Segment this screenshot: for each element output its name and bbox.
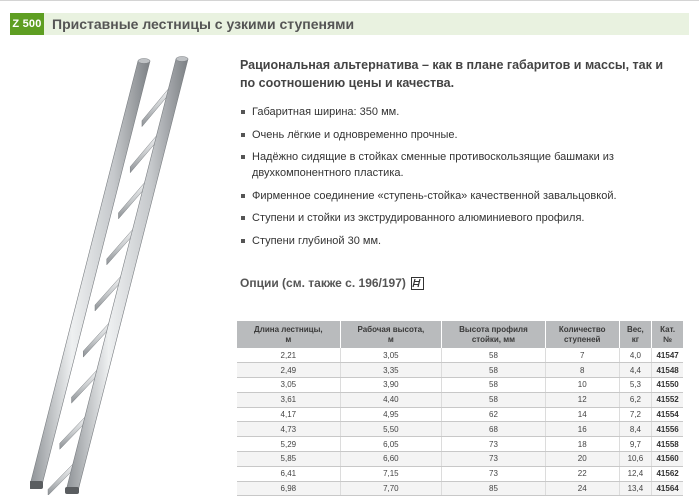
table-cell: 7,15: [340, 466, 441, 481]
table-cell: 58: [442, 348, 546, 363]
table-cell: 41556: [652, 422, 683, 437]
table-row: [237, 466, 683, 481]
table-cell: 2,49: [237, 363, 340, 378]
column-header: [442, 321, 546, 348]
column-header-line: Количество: [558, 324, 606, 334]
table-row: [237, 378, 683, 393]
table-header-row: [237, 321, 683, 348]
table-cell: 58: [442, 392, 546, 407]
options-heading: [240, 276, 424, 290]
feature-item: Ступени глубиной 30 мм.: [240, 233, 680, 249]
table-cell: 4,17: [237, 407, 340, 422]
table-cell: 2,21: [237, 348, 340, 363]
table-row: [237, 392, 683, 407]
product-code-badge: Z 500: [10, 13, 44, 35]
column-header: [340, 321, 441, 348]
column-header-line: м: [387, 334, 394, 344]
table-row: [237, 481, 683, 496]
table-cell: 12: [545, 392, 619, 407]
column-header: [545, 321, 619, 348]
table-cell: 58: [442, 363, 546, 378]
feature-list: [240, 104, 680, 255]
table-cell: 7: [545, 348, 619, 363]
table-cell: 4,4: [619, 363, 652, 378]
table-cell: 20: [545, 452, 619, 467]
ladder-left-foot: [30, 481, 43, 489]
table-cell: 14: [545, 407, 619, 422]
table-row: [237, 422, 683, 437]
table-cell: 41558: [652, 437, 683, 452]
table-cell: 73: [442, 437, 546, 452]
table-cell: 6,2: [619, 392, 652, 407]
table-cell: 8,4: [619, 422, 652, 437]
column-header-line: м: [285, 334, 292, 344]
table-cell: 16: [545, 422, 619, 437]
table-cell: 10: [545, 378, 619, 393]
options-label: Опции (см. также с. 196/197): [240, 276, 406, 290]
ladder-illustration: [30, 55, 200, 495]
table-cell: 41547: [652, 348, 683, 363]
table-cell: 7,70: [340, 481, 441, 496]
ladder-left-cap: [138, 59, 150, 64]
feature-item: Очень лёгкие и одновременно прочные.: [240, 127, 680, 143]
table-cell: 22: [545, 466, 619, 481]
table-row: [237, 437, 683, 452]
table-cell: 6,98: [237, 481, 340, 496]
table-cell: 41564: [652, 481, 683, 496]
table-cell: 41562: [652, 466, 683, 481]
column-header: [237, 321, 340, 348]
spec-table: [237, 321, 683, 496]
page-title: Приставные лестницы с узкими ступенями: [44, 13, 689, 35]
table-cell: 73: [442, 452, 546, 467]
table-cell: 3,05: [340, 348, 441, 363]
table-cell: 41550: [652, 378, 683, 393]
feature-item: Габаритная ширина: 350 мм.: [240, 104, 680, 120]
table-cell: 68: [442, 422, 546, 437]
table-row: [237, 407, 683, 422]
table-cell: 5,29: [237, 437, 340, 452]
table-cell: 41548: [652, 363, 683, 378]
feature-item: Надёжно сидящие в стойках сменные противоскользящие башмаки из двухкомпонентного пластика.: [240, 149, 680, 181]
table-cell: 5,85: [237, 452, 340, 467]
table-cell: 13,4: [619, 481, 652, 496]
table-cell: 8: [545, 363, 619, 378]
table-cell: 85: [442, 481, 546, 496]
column-header-line: №: [663, 334, 673, 344]
table-cell: 6,41: [237, 466, 340, 481]
table-cell: 3,05: [237, 378, 340, 393]
table-cell: 24: [545, 481, 619, 496]
column-header-line: Длина лестницы,: [254, 324, 323, 334]
table-cell: 4,73: [237, 422, 340, 437]
table-cell: 4,95: [340, 407, 441, 422]
intro-text: Рациональная альтернатива – как в плане габаритов и массы, так и по соотношению цены и качества.: [240, 58, 664, 90]
table-cell: 3,61: [237, 392, 340, 407]
ladder-right-cap: [176, 57, 188, 62]
column-header: [652, 321, 683, 348]
column-header-line: кг: [631, 334, 640, 344]
ladder-accessory-icon: [411, 277, 424, 290]
column-header-line: Рабочая высота,: [357, 324, 425, 334]
table-cell: 6,05: [340, 437, 441, 452]
feature-item: Ступени и стойки из экструдированного алюминиевого профиля.: [240, 210, 680, 226]
column-header-line: Высота профиля: [459, 324, 528, 334]
table-cell: 9,7: [619, 437, 652, 452]
table-cell: 12,4: [619, 466, 652, 481]
table-cell: 58: [442, 378, 546, 393]
header-bar: [0, 0, 699, 30]
column-header-line: Кат.: [660, 324, 676, 334]
table-row: [237, 348, 683, 363]
column-header-line: стойки, мм: [471, 334, 516, 344]
table-cell: 4,0: [619, 348, 652, 363]
table-cell: 62: [442, 407, 546, 422]
table-cell: 6,60: [340, 452, 441, 467]
column-header: [619, 321, 652, 348]
table-cell: 4,40: [340, 392, 441, 407]
table-cell: 41560: [652, 452, 683, 467]
table-cell: 73: [442, 466, 546, 481]
table-cell: 7,2: [619, 407, 652, 422]
column-header-line: Вес,: [626, 324, 644, 334]
table-cell: 10,6: [619, 452, 652, 467]
ladder-right-foot: [65, 487, 79, 494]
table-cell: 3,35: [340, 363, 441, 378]
table-cell: 3,90: [340, 378, 441, 393]
table-cell: 5,3: [619, 378, 652, 393]
table-cell: 41554: [652, 407, 683, 422]
column-header-line: ступеней: [563, 334, 601, 344]
feature-item: Фирменное соединение «ступень-стойка» качественной завальцовкой.: [240, 188, 680, 204]
table-row: [237, 452, 683, 467]
table-cell: 41552: [652, 392, 683, 407]
table-cell: 5,50: [340, 422, 441, 437]
table-cell: 18: [545, 437, 619, 452]
table-row: [237, 363, 683, 378]
